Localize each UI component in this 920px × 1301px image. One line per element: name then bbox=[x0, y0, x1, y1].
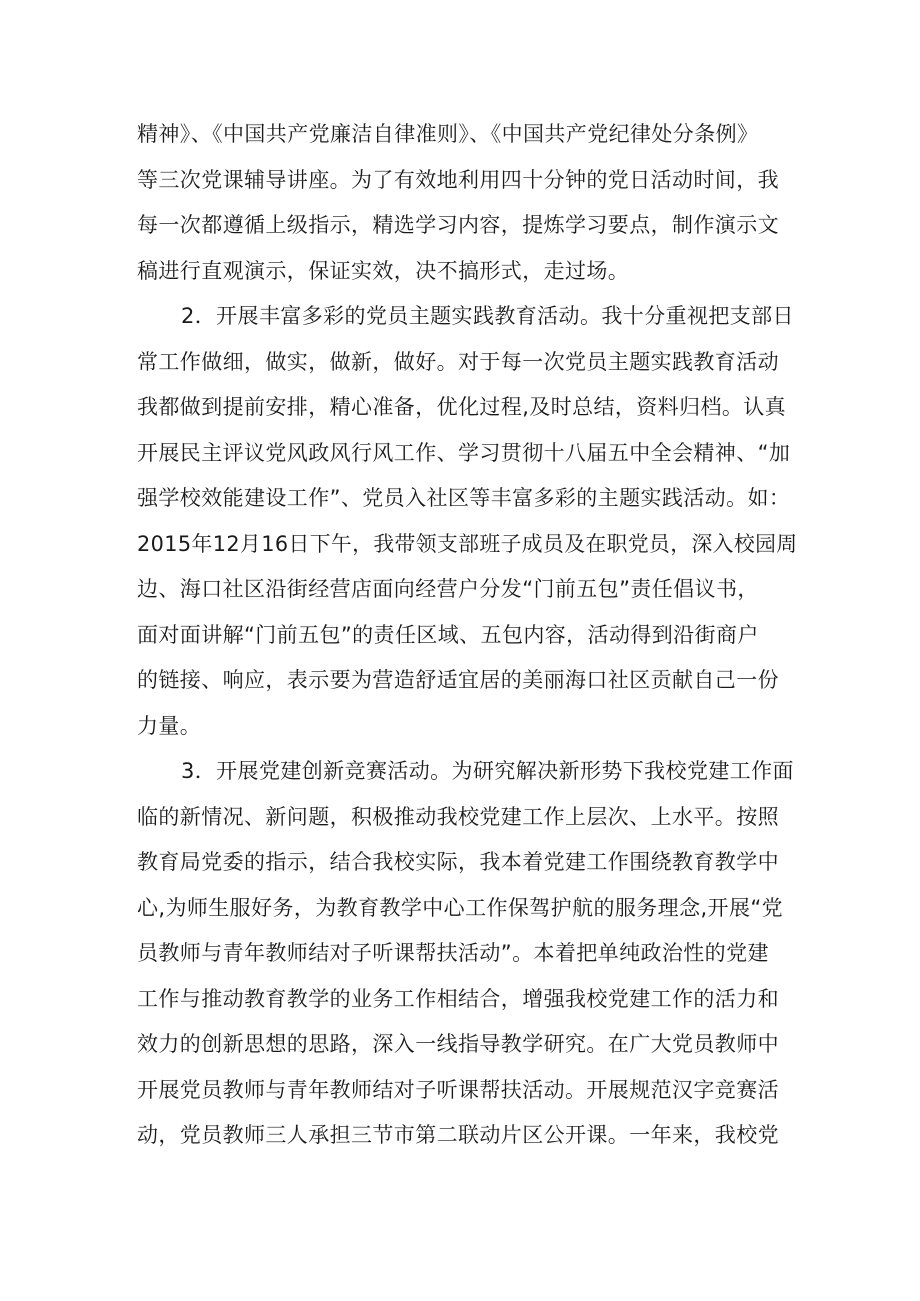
text-line: 工作与推动教育教学的业务工作相结合，增强我校党建工作的活力和 bbox=[137, 986, 779, 1011]
text-line: 稿进行直观演示，保证实效，决不搞形式，走过场。 bbox=[137, 258, 630, 283]
text-line: 教育局党委的指示，结合我校实际，我本着党建工作围绕教育教学中 bbox=[137, 850, 779, 874]
text-line: 3．开展党建创新竞赛活动。为研究解决新形势下我校党建工作面 bbox=[181, 759, 794, 783]
text-line: 开展民主评议党风政风行风工作、学习贯彻十八届五中全会精神、“加 bbox=[137, 440, 791, 465]
text-line: 力量。 bbox=[137, 713, 202, 738]
text-line: 2．开展丰富多彩的党员主题实践教育活动。我十分重视把支部日 bbox=[181, 304, 794, 328]
text-line: 面对面讲解“门前五包”的责任区域、五包内容，活动得到沿街商户 bbox=[137, 622, 759, 647]
text-line: 常工作做细，做实，做新，做好。对于每一次党员主题实践教育活动 bbox=[137, 349, 779, 374]
text-line: 精神》、《中国共产党廉洁自律准则》、《中国共产党纪律处分条例》 bbox=[137, 122, 759, 146]
text-line: 我都做到提前安排，精心准备，优化过程,及时总结，资料归档。认真 bbox=[137, 395, 787, 419]
text-line: 临的新情况、新问题，积极推动我校党建工作上层次、上水平。按照 bbox=[137, 804, 779, 829]
text-line: 效力的创新思想的思路，深入一线指导教学研究。在广大党员教师中 bbox=[137, 1032, 779, 1056]
text-line: 边、海口社区沿街经营店面向经营户分发“门前五包”责任倡议书， bbox=[137, 577, 759, 601]
text-line: 开展党员教师与青年教师结对子听课帮扶活动。开展规范汉字竞赛活 bbox=[137, 1077, 779, 1102]
text-line: 强学校效能建设工作”、党员入社区等丰富多彩的主题实践活动。如： bbox=[137, 486, 791, 510]
text-line: 动，党员教师三人承担三节市第二联动片区公开课。一年来，我校党 bbox=[137, 1123, 779, 1147]
text-line: 员教师与青年教师结对子听课帮扶活动”。本着把单纯政治性的党建 bbox=[137, 941, 769, 965]
text-line: 2015年12月16日下午，我带领支部班子成员及在职党员，深入校园周 bbox=[137, 531, 798, 556]
text-line: 心,为师生服好务，为教育教学中心工作保驾护航的服务理念,开展“党 bbox=[137, 895, 784, 920]
text-line: 的链接、响应，表示要为营造舒适宜居的美丽海口社区贡献自己一份 bbox=[137, 668, 779, 692]
text-line: 每一次都遵循上级指示，精选学习内容，提炼学习要点，制作演示文 bbox=[137, 213, 779, 237]
text-line: 等三次党课辅导讲座。为了有效地利用四十分钟的党日活动时间，我 bbox=[137, 167, 779, 192]
body-text bbox=[137, 112, 797, 1159]
